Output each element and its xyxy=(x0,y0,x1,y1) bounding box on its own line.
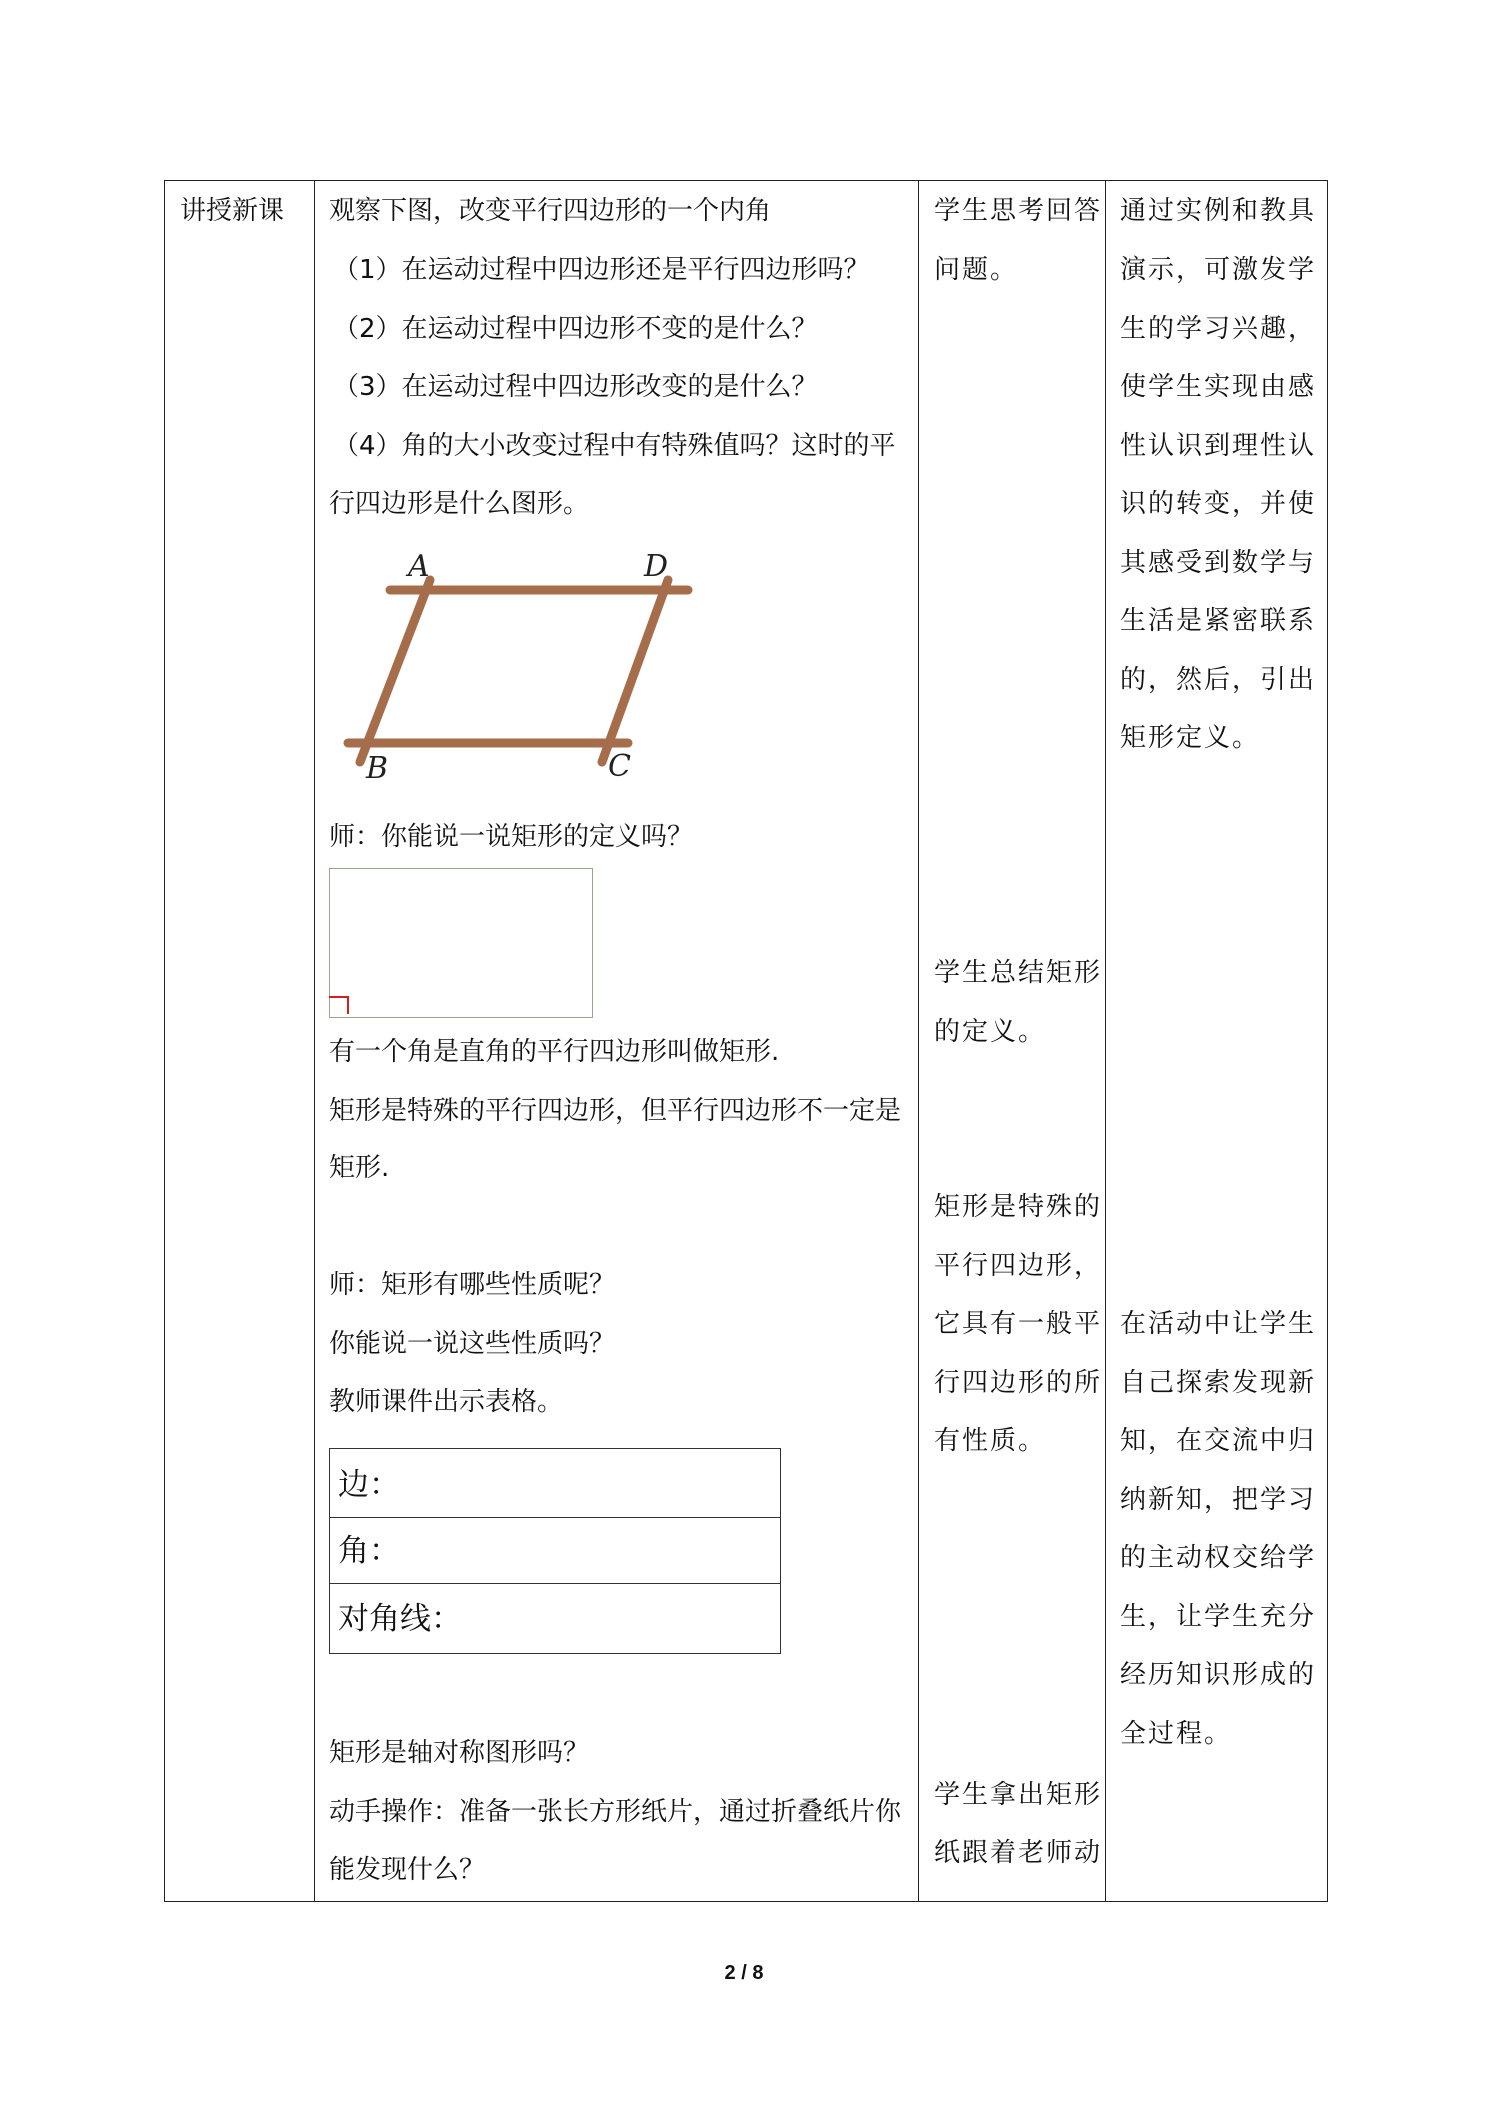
ask-definition: 师：你能说一说矩形的定义吗？ xyxy=(329,822,694,852)
intro-text: 观察下图，改变平行四边形的一个内角 xyxy=(329,196,772,226)
student-special-1: 矩形是特殊的 xyxy=(934,1192,1103,1222)
student-fold-2: 纸跟着老师动 xyxy=(934,1838,1103,1868)
intent-line: 生，让学生充分 xyxy=(1120,1602,1317,1632)
parallelogram-figure xyxy=(330,540,710,790)
intent-line: 性认识到理性认 xyxy=(1120,431,1317,461)
courseware-text: 教师课件出示表格。 xyxy=(329,1387,564,1417)
table-row xyxy=(330,1584,780,1653)
ask-symmetry: 矩形是轴对称图形吗？ xyxy=(329,1738,590,1768)
property-diagonal-label: 对角线： xyxy=(338,1601,462,1637)
intent-line: 识的转变，并使 xyxy=(1120,489,1317,519)
intent-line: 通过实例和教具 xyxy=(1120,196,1317,226)
intent-line: 其感受到数学与 xyxy=(1120,548,1317,578)
property-edge-label: 边： xyxy=(338,1467,400,1503)
right-angle-mark xyxy=(329,996,349,1014)
ask-properties: 师：矩形有哪些性质呢？ xyxy=(329,1270,616,1300)
table-row xyxy=(330,1449,780,1518)
student-answer-2: 问题。 xyxy=(934,255,1019,285)
intent-line: 知，在交流中归 xyxy=(1120,1426,1317,1456)
intent-line: 生活是紧密联系 xyxy=(1120,606,1317,636)
vertex-label-d: D xyxy=(644,549,669,584)
vertex-label-b: B xyxy=(366,751,389,786)
student-answer-1: 学生思考回答 xyxy=(934,196,1103,226)
row-label: 讲授新课 xyxy=(180,196,285,226)
question-4: （4）角的大小改变过程中有特殊值吗？这时的平 xyxy=(333,431,896,461)
vertex-label-a: A xyxy=(408,549,430,584)
property-table xyxy=(329,1448,781,1654)
student-summary-1: 学生总结矩形 xyxy=(934,958,1103,988)
student-special-2: 平行四边形， xyxy=(934,1251,1103,1281)
stick-dc xyxy=(602,580,668,762)
vertex-label-c: C xyxy=(608,749,631,784)
column-divider xyxy=(918,180,919,1902)
intent-line: 纳新知，把学习 xyxy=(1120,1485,1317,1515)
intent-line: 全过程。 xyxy=(1120,1719,1233,1749)
intent-line: 经历知识形成的 xyxy=(1120,1660,1317,1690)
intent-line: 演示，可激发学 xyxy=(1120,255,1317,285)
intent-line: 自己探索发现新 xyxy=(1120,1368,1317,1398)
student-fold-1: 学生拿出矩形 xyxy=(934,1780,1103,1810)
ask-say: 你能说一说这些性质吗？ xyxy=(329,1329,616,1359)
question-1: （1）在运动过程中四边形还是平行四边形吗？ xyxy=(333,255,870,285)
intent-line: 生的学习兴趣， xyxy=(1120,314,1317,344)
column-divider xyxy=(1105,180,1106,1902)
question-4-cont: 行四边形是什么图形。 xyxy=(329,489,590,519)
intent-line: 的，然后，引出 xyxy=(1120,665,1317,695)
stick-ab xyxy=(360,580,430,762)
property-angle-label: 角： xyxy=(338,1533,400,1569)
hands-on-text-1: 动手操作：准备一张长方形纸片，通过折叠纸片你 xyxy=(329,1797,902,1827)
definition-text: 有一个角是直角的平行四边形叫做矩形. xyxy=(329,1037,780,1067)
intent-line: 的主动权交给学 xyxy=(1120,1543,1317,1573)
page-number: 2 / 8 xyxy=(724,1962,764,1984)
intent-line: 矩形定义。 xyxy=(1120,723,1261,753)
hands-on-text-2: 能发现什么？ xyxy=(329,1855,486,1885)
rectangle-figure xyxy=(329,868,593,1018)
question-2: （2）在运动过程中四边形不变的是什么？ xyxy=(333,314,818,344)
student-special-3: 它具有一般平 xyxy=(934,1309,1103,1339)
student-special-4: 行四边形的所 xyxy=(934,1368,1103,1398)
question-3: （3）在运动过程中四边形改变的是什么？ xyxy=(333,372,818,402)
column-divider xyxy=(314,180,315,1902)
special-text-2: 矩形. xyxy=(329,1153,390,1183)
table-row xyxy=(330,1518,780,1584)
special-text-1: 矩形是特殊的平行四边形，但平行四边形不一定是 xyxy=(329,1096,902,1126)
intent-line: 使学生实现由感 xyxy=(1120,372,1317,402)
student-special-5: 有性质。 xyxy=(934,1426,1047,1456)
student-summary-2: 的定义。 xyxy=(934,1017,1047,1047)
intent-line: 在活动中让学生 xyxy=(1120,1309,1317,1339)
